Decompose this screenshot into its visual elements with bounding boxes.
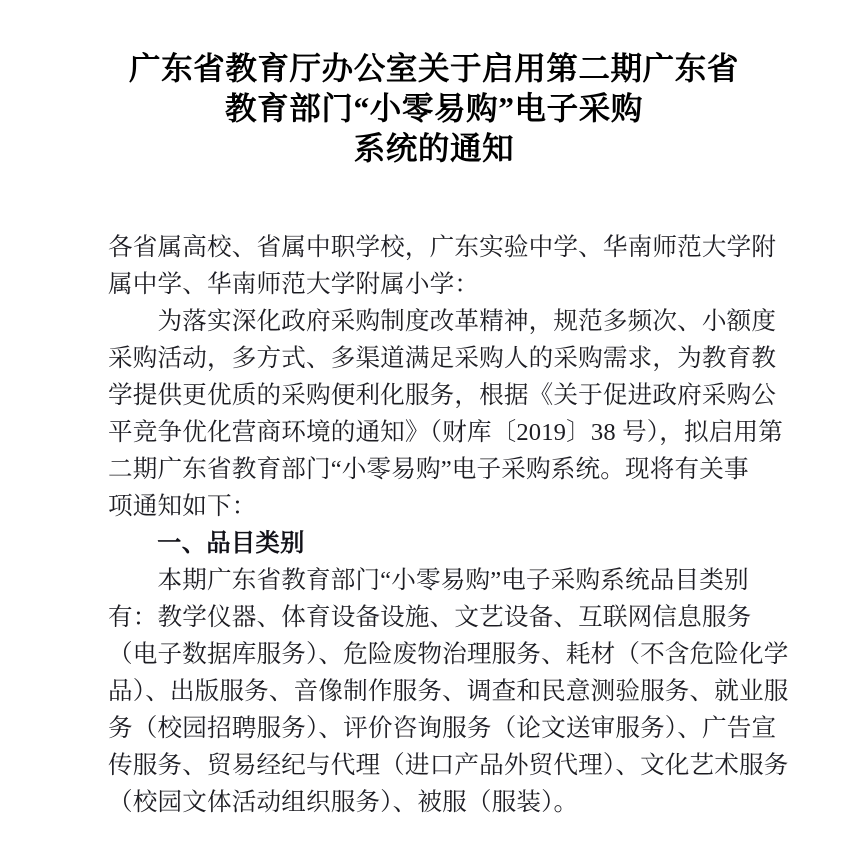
body-line-10: 本期广东省教育部门“小零易购”电子采购系统品目类别 bbox=[108, 567, 749, 594]
body-line-11: 有：教学仪器、体育设备设施、文艺设备、互联网信息服务 bbox=[108, 604, 752, 631]
body-line-15: 传服务、贸易经纪与代理（进口产品外贸代理）、文化艺术服务 bbox=[108, 752, 789, 779]
section-heading-1: 一、品目类别 bbox=[108, 530, 305, 557]
body-line-8: 项通知如下： bbox=[108, 493, 257, 520]
title-line-2: 教育部门“小零易购”电子采购 bbox=[225, 91, 643, 126]
document-title bbox=[100, 49, 768, 169]
body-line-14: 务（校园招聘服务）、评价咨询服务（论文送审服务）、广告宣 bbox=[108, 715, 777, 742]
body-line-16: （校园文体活动组织服务）、被服（服装）。 bbox=[108, 789, 579, 816]
body-line-3: 为落实深化政府采购制度改革精神，规范多频次、小额度 bbox=[108, 308, 777, 335]
title-line-1: 广东省教育厅办公室关于启用第二期广东省 bbox=[129, 51, 739, 86]
document-body bbox=[108, 229, 789, 821]
body-line-5: 学提供更优质的采购便利化服务，根据《关于促进政府采购公 bbox=[108, 382, 777, 409]
body-line-12: （电子数据库服务）、危险废物治理服务、耗材（不含危险化学 bbox=[108, 641, 789, 668]
body-line-13: 品）、出版服务、音像制作服务、调查和民意测验服务、就业服 bbox=[108, 678, 789, 705]
body-line-6: 平竞争优化营商环境的通知》（财库〔2019〕38 号），拟启用第 bbox=[108, 419, 783, 446]
title-line-3: 系统的通知 bbox=[353, 131, 515, 166]
body-line-1: 各省属高校、省属中职学校，广东实验中学、华南师范大学附 bbox=[108, 234, 777, 261]
body-line-2: 属中学、华南师范大学附属小学： bbox=[108, 271, 480, 298]
body-line-4: 采购活动，多方式、多渠道满足采购人的采购需求，为教育教 bbox=[108, 345, 777, 372]
body-line-7: 二期广东省教育部门“小零易购”电子采购系统。现将有关事 bbox=[108, 456, 749, 483]
